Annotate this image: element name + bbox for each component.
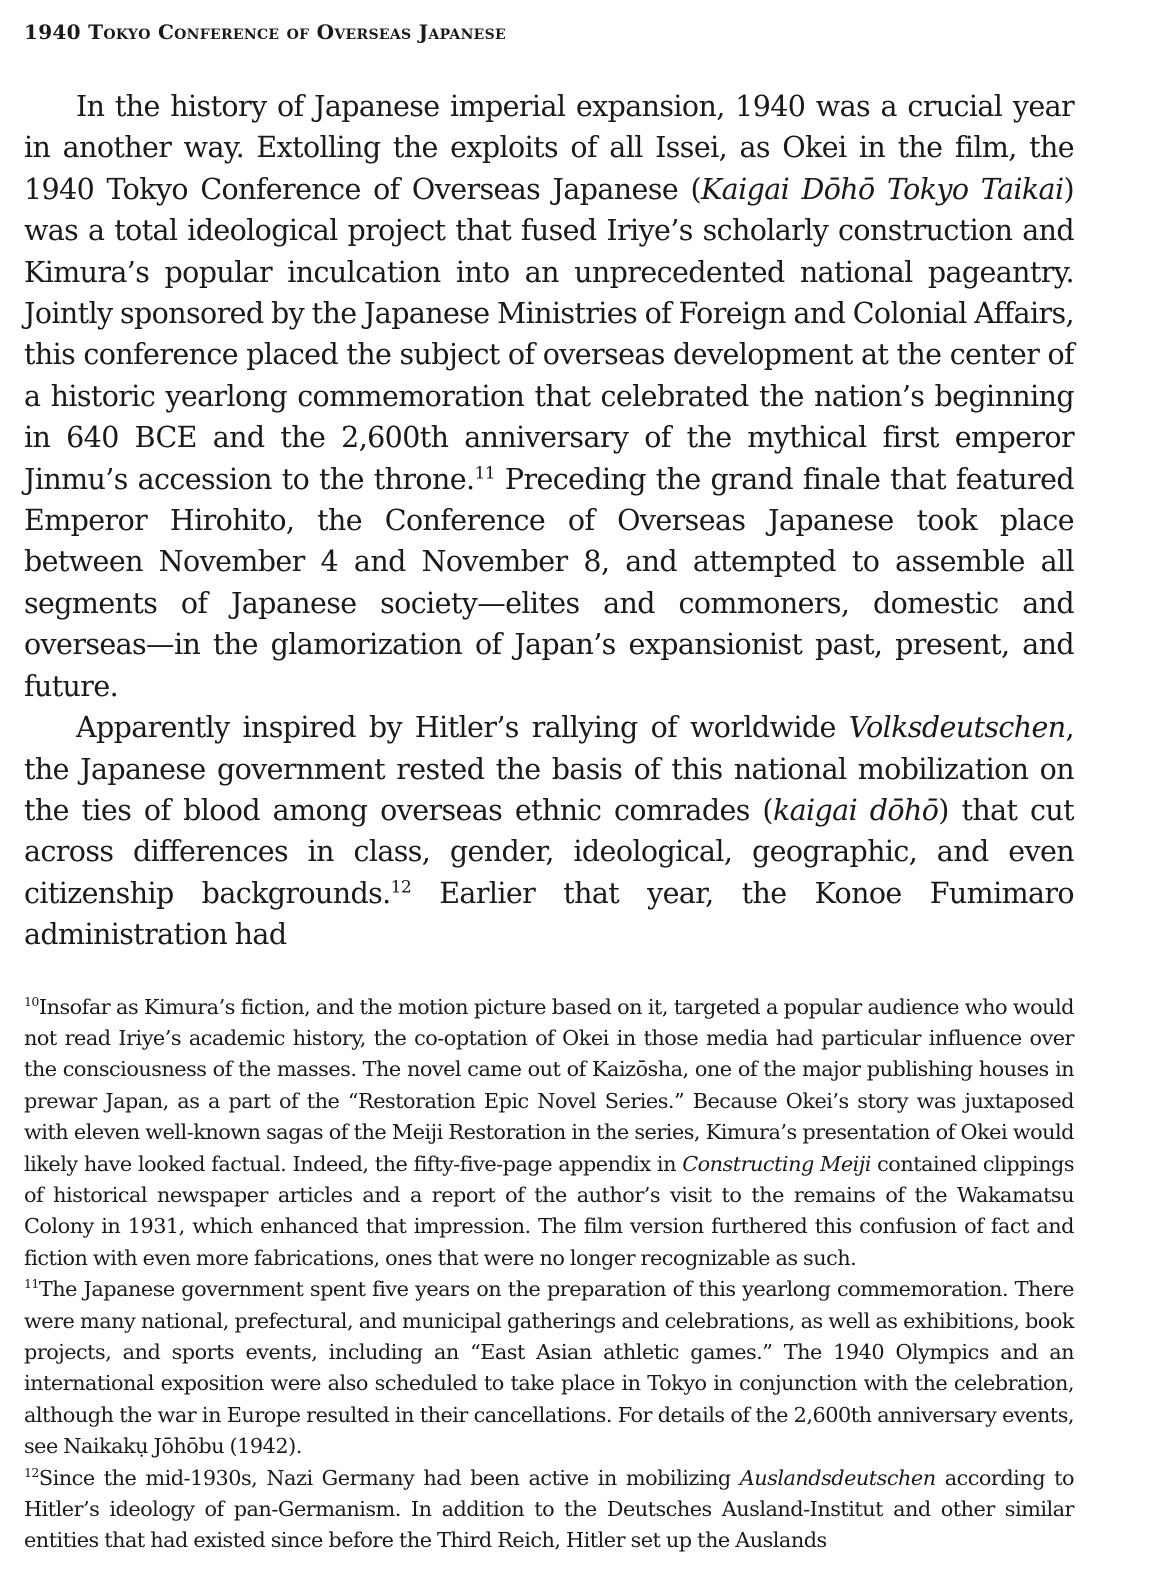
footnote-10 bbox=[24, 992, 1074, 1275]
footnote-12 bbox=[24, 1463, 1074, 1557]
text-run: Earlier that year, the Konoe Fumimaro administration had bbox=[24, 876, 1074, 952]
footnotes bbox=[24, 992, 1074, 1557]
paragraph-2 bbox=[24, 707, 1074, 955]
text-run: Insofar as Kimura’s fiction, and the motion picture based on it, targeted a popular audience who would not read Iriye’s academic history, the co-optation of Okei in those media had particular influence over the consciousness of the masses. The novel came out of Kaizōsha, one of the major publishing houses in prewar Japan, as a part of the “Restoration Epic Novel Series.” Because Okei’s story was juxtaposed with eleven well-known sagas of the Meiji Restoration in the series, Kimura’s presentation of Okei would likely have looked factual. Indeed, the fifty-five-page appendix in bbox=[24, 994, 1074, 1176]
section-heading bbox=[24, 20, 1074, 44]
text-run: The Japanese government spent five years on the preparation of this yearlong commemoration. There were many national, prefectural, and municipal gatherings and celebrations, as well as exhibitions, book projects, and sports events, including an “East Asian athletic games.” The 1940 Olympics and an international exposition were also scheduled to take place in Tokyo in conjunction with the celebration, although the war in Europe resulted in their cancellations. For details of the 2,600th anniversary events, see Naikakụ Jōhōbu (1942). bbox=[24, 1277, 1074, 1459]
italic-term: Auslandsdeutschen bbox=[739, 1465, 936, 1490]
text-run: In the history of Japanese imperial expansion, 1940 was a crucial year in another way. Extolling the exploits of all Issei, as Okei in the film, the 1940 Tokyo Conference of Overseas Japanese ( bbox=[24, 90, 1074, 206]
italic-term: Constructing Meiji bbox=[682, 1151, 871, 1176]
text-run: contained clippings of historical newspaper articles and a report of the author’s visit to the remains of the Wakamatsu Colony in 1931, which enhanced that impression. The film version furthered this confusion of fact and fiction with even more fabrications, ones that were no longer recognizable as such. bbox=[24, 1151, 1075, 1270]
text-run: , the Japanese government rested the basis of this national mobilization on the ties of blood among overseas ethnic comrades ( bbox=[24, 711, 1074, 827]
text-run: ) that cut across differences in class, gender, ideological, geographic, and even citizenship backgrounds. bbox=[24, 793, 1074, 910]
text-run: Since the mid-1930s, Nazi Germany had been active in mobilizing bbox=[38, 1465, 740, 1490]
text-run: ) was a total ideological project that fused Iriye’s scholarly construction and Kimura’s popular inculcation into an unprecedented national pageantry. Jointly sponsored by the Japanese Ministries of Foreign and Colonial Affairs, this conference placed the subject of overseas development at the center of a historic yearlong commemoration that celebrated the nation’s beginning in 640 BCE and the 2,600th anniversary of the mythical first emperor Jinmu’s accession to the throne. bbox=[24, 172, 1074, 496]
heading-year: 1940 bbox=[24, 20, 81, 44]
footnote-ref-11[interactable]: 11 bbox=[474, 463, 496, 484]
heading-title: Tokyo Conference of Overseas Japanese bbox=[88, 20, 507, 44]
italic-term: Kaigai Dōhō Tokyo Taikai bbox=[700, 172, 1064, 206]
text-run: Preceding the grand finale that featured Emperor Hirohito, the Conference of Overseas Japanese took place between November 4 and November 8, and attempted to assemble all segments of Japanese society—elites and commoners, domestic and overseas—in the glamorization of Japan’s expansionist past, present, and future. bbox=[24, 462, 1074, 703]
paragraph-1 bbox=[24, 86, 1074, 707]
main-text bbox=[24, 86, 1074, 956]
footnote-number: 12 bbox=[24, 1464, 39, 1480]
footnote-11 bbox=[24, 1274, 1074, 1462]
text-run: according to Hitler’s ideology of pan-Germanism. In addition to the Deutsches Ausland-Institut and other similar entities that had existed since before the Third Reich, Hitler set up the Auslands bbox=[24, 1465, 1074, 1553]
italic-term: kaigai dōhō bbox=[772, 793, 939, 827]
footnote-number: 10 bbox=[24, 993, 39, 1009]
italic-term: Volksdeutschen bbox=[848, 711, 1066, 745]
text-run: Apparently inspired by Hitler’s rallying of worldwide bbox=[76, 711, 849, 745]
footnote-ref-12[interactable]: 12 bbox=[390, 877, 412, 898]
book-page bbox=[24, 20, 1074, 1557]
footnote-number: 11 bbox=[24, 1276, 39, 1292]
